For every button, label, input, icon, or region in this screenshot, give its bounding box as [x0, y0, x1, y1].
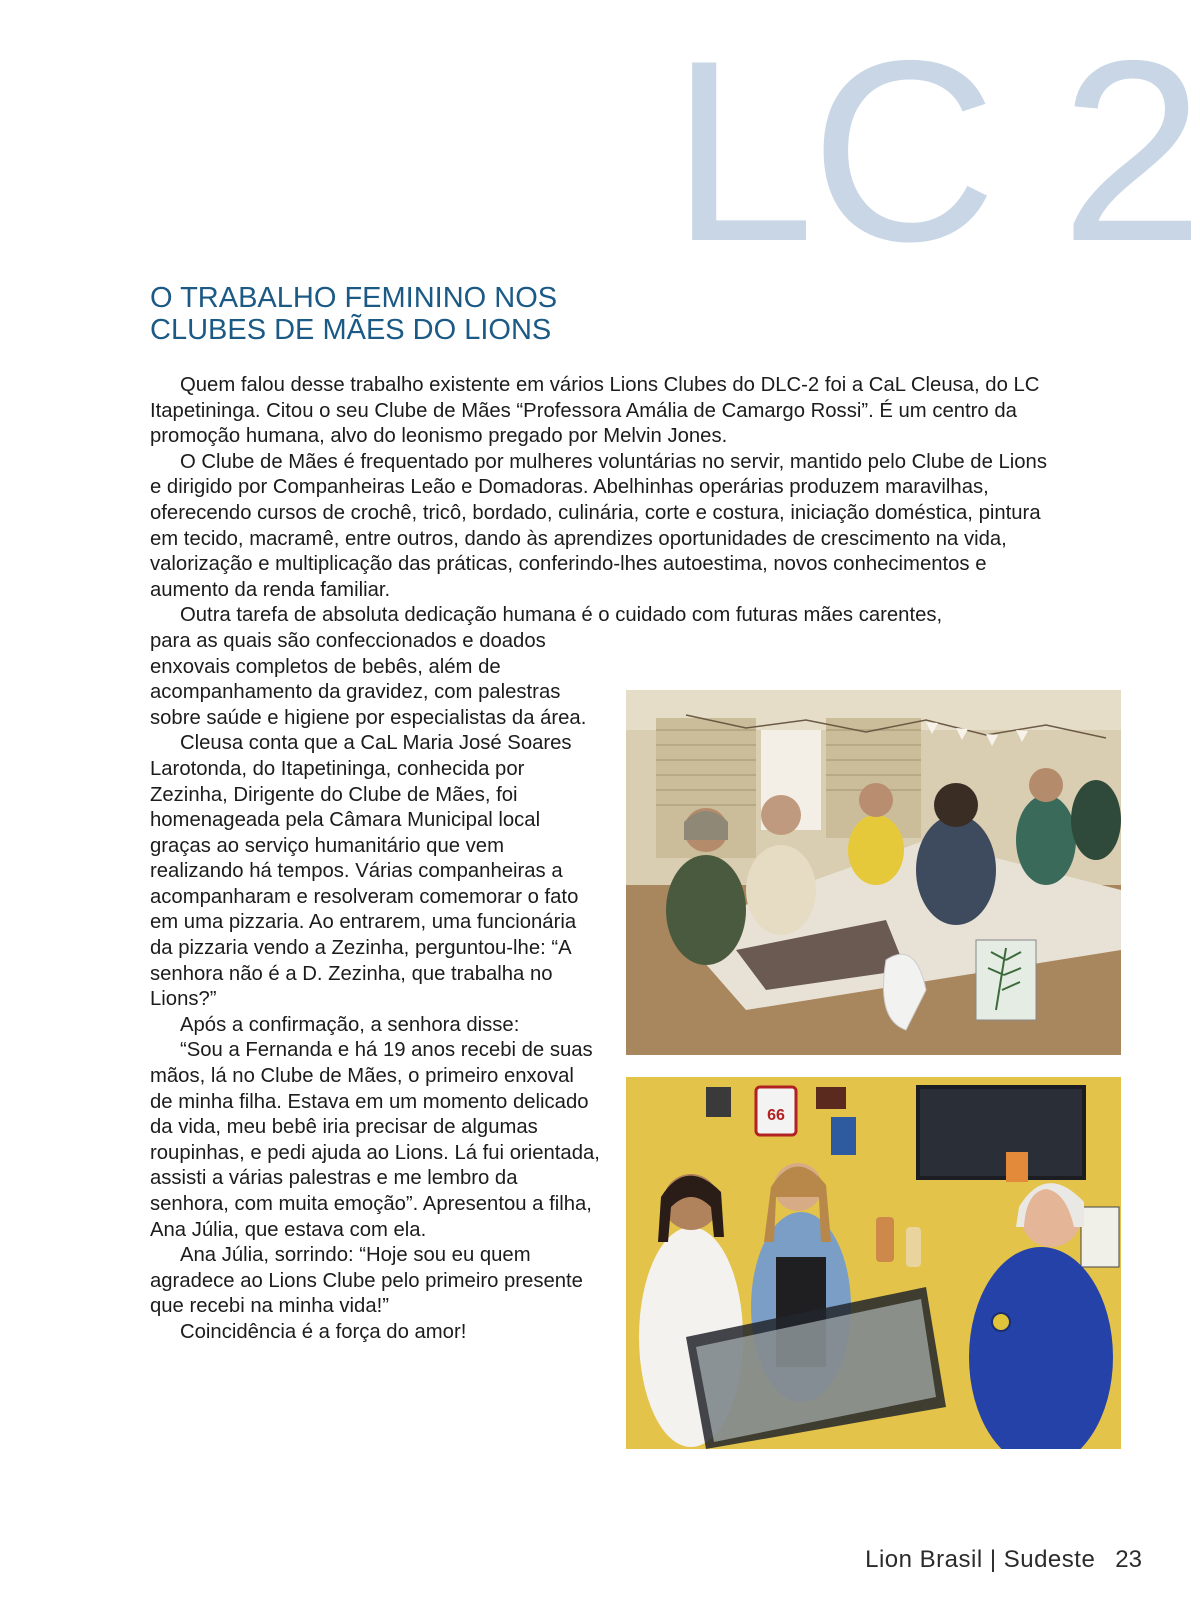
narrow-column	[150, 629, 600, 1346]
article-paragraph: “Sou a Fernanda e há 19 anos recebi de suas mãos, lá no Clube de Mães, o primeiro enxoval de minha filha. Estava em um momento delicado da vida, meu bebê iria precisar de algumas roupinhas, e pedi ajuda ao Lions. Lá fui orientada, assisti a várias palestras e me lembro da senhora, com muita emoção”. Apresentou a filha, Ana Júlia, que estava com ela.	[150, 1039, 600, 1241]
article-paragraph: Cleusa conta que a CaL Maria José Soares Larotonda, do Itapetininga, conhecida por Zezinha, Dirigente do Clube de Mães, foi homenageada pela Câmara Municipal local graças ao serviço humanitário que vem realizando há tempos. Várias companheiras a acompanharam e resolveram comemorar o fato em uma pizzaria. Ao entrarem, uma funcionária da pizzaria vendo a Zezinha, perguntou-lhe: “A senhora não é a D. Zezinha, que trabalha no Lions?”	[150, 732, 579, 1011]
article-paragraph: para as quais são confeccionados e doados enxovais completos de bebês, além de acompanhamento da gravidez, com palestras sobre saúde e higiene por especialistas da área.	[150, 629, 587, 729]
article-title	[150, 282, 557, 346]
route-sign-number: 66	[767, 1107, 785, 1124]
article-paragraph: Outra tarefa de absoluta dedicação humana é o cuidado com futuras mães carentes,	[180, 604, 943, 627]
publication-name: Lion Brasil | Sudeste	[865, 1546, 1096, 1573]
article-paragraph: Coincidência é a força do amor!	[180, 1320, 467, 1343]
article-paragraph: O Clube de Mães é frequentado por mulheres voluntárias no servir, mantido pelo Clube de Lions e dirigido por Companheiras Leão e Domadoras. Abelhinhas operárias produzem maravilhas, oferecendo cursos de crochê, tricô, bordado, culinária, corte e costura, iniciação doméstica, pintura em tecido, macramê, entre outros, dando às aprendizes oportunidades de crescimento na vida, valorização e multiplicação das práticas, conferindo-lhes autoestima, novos conhecimentos e aumento da renda familiar.	[150, 450, 1047, 601]
photo-pizzeria-meeting	[626, 1077, 1121, 1449]
page-footer	[865, 1545, 1142, 1575]
photo-handicraft-workshop	[626, 690, 1121, 1055]
article-title-line: CLUBES DE MÃES DO LIONS	[150, 314, 552, 346]
page-number: 23	[1115, 1546, 1142, 1573]
article-title-line: O TRABALHO FEMININO NOS	[150, 282, 558, 314]
article-paragraph: Ana Júlia, sorrindo: “Hoje sou eu quem agradece ao Lions Clube pelo primeiro presente que recebi na minha vida!”	[150, 1244, 583, 1318]
article-paragraph: Após a confirmação, a senhora disse:	[180, 1013, 520, 1036]
photo-pizzeria-meeting-drawing	[626, 1077, 1121, 1449]
photo-handicraft-workshop-drawing	[626, 690, 1121, 1055]
section-mark: LC 2	[671, 6, 1200, 295]
article-paragraph: Quem falou desse trabalho existente em vários Lions Clubes do DLC-2 foi a CaL Cleusa, do LC Itapetininga. Citou o seu Clube de Mães “Professora Amália de Camargo Rossi”. É um centro da promoção humana, alvo do leonismo pregado por Melvin Jones.	[150, 374, 1040, 448]
